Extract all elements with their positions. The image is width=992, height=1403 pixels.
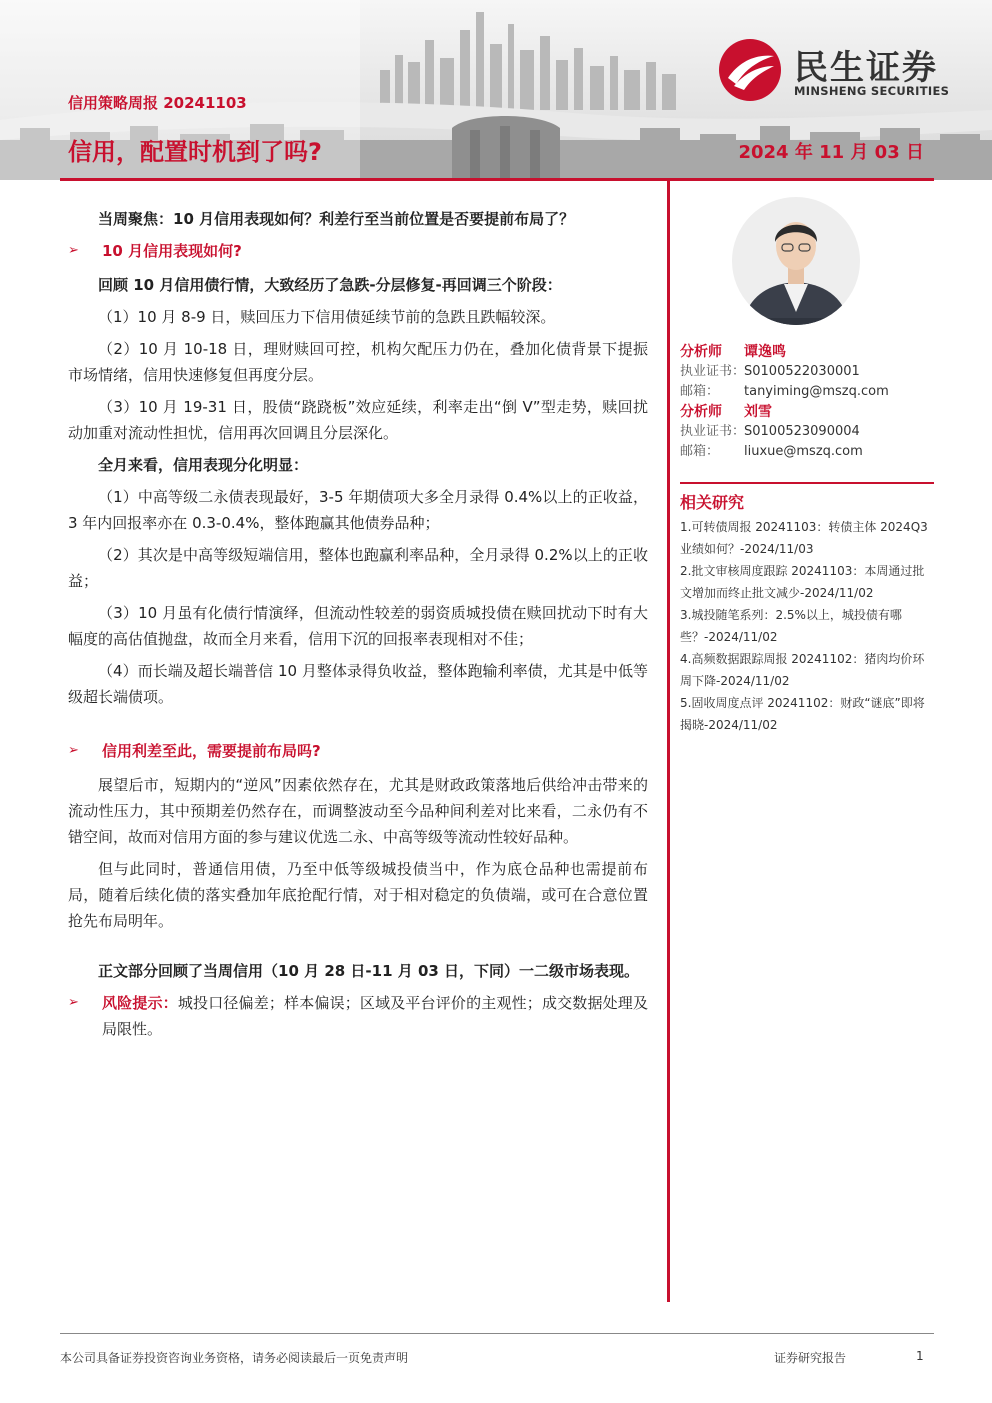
logo-chinese-name: 民生证券: [794, 48, 938, 88]
review-lead: 回顾 10 月信用债行情，大致经历了急跌-分层修复-再回调三个阶段：: [98, 276, 562, 294]
related-research-heading: 相关研究: [680, 482, 934, 513]
logo-english-name: MINSHENG SECURITIES: [794, 84, 950, 98]
risk-warning: [68, 990, 648, 1042]
related-research-item[interactable]: 2.批文审核周度跟踪 20241103：本周通过批文增加而终止批文减少-2024/11/02: [680, 564, 925, 600]
stage-paragraph: （1）10 月 8-9 日，赎回压力下信用债延续节前的急跌且跌幅较深。: [98, 308, 556, 326]
analyst-photo: [730, 186, 862, 336]
main-column: [68, 206, 648, 1042]
section-heading-2: [68, 738, 648, 764]
related-research-item[interactable]: 4.高频数据跟踪周报 20241102：猪肉均价环周下降-2024/11/02: [680, 652, 925, 688]
body-note: 正文部分回顾了当周信用（10 月 28 日-11 月 03 日，下同）一二级市场表现。: [98, 962, 640, 980]
email-label: 邮箱：: [680, 384, 720, 399]
analyst-block: [680, 402, 934, 462]
section-title: 10 月信用表现如何?: [102, 242, 242, 260]
analyst-name: 刘雪: [744, 404, 772, 420]
report-type-label: 信用策略周报 20241103: [68, 94, 247, 112]
performance-paragraph: （4）而长端及超长端普信 10 月整体录得负收益，整体跑输利率债，尤其是中低等级超长端债项。: [68, 662, 648, 706]
analyst-email[interactable]: liuxue@mszq.com: [744, 444, 863, 459]
footer-disclaimer: 本公司具备证券投资咨询业务资格，请务必阅读最后一页免责声明: [60, 1351, 409, 1365]
section-title: 信用利差至此，需要提前布局吗?: [102, 742, 321, 760]
stage-paragraph: （2）10 月 10-18 日，理财赎回可控，机构欠配压力仍在，叠加化债背景下提振市场情绪，信用快速修复但再度分层。: [68, 340, 648, 384]
footer-divider: [60, 1333, 934, 1334]
cert-label: 执业证书：: [680, 364, 746, 379]
related-research-list: [680, 516, 934, 736]
risk-label: 风险提示：: [102, 994, 178, 1012]
related-research-item[interactable]: 5.固收周度点评 20241102：财政“谜底”即将揭晓-2024/11/02: [680, 696, 925, 732]
cert-number: S0100522030001: [744, 364, 860, 379]
analyst-email[interactable]: tanyiming@mszq.com: [744, 384, 889, 399]
risk-text: 城投口径偏差；样本偏误；区域及平台评价的主观性；成交数据处理及局限性。: [102, 994, 648, 1038]
outlook-paragraph: 展望后市，短期内的“逆风”因素依然存在，尤其是财政政策落地后供给冲击带来的流动性压力，其中预期差仍然存在，而调整波动至今品种间利差对比来看，二永仍有不错空间，故而对信用方面的参与建议优选二永、中高等级等流动性较好品种。: [68, 776, 648, 846]
performance-paragraph: （1）中高等级二永债表现最好，3-5 年期债项大多全月录得 0.4%以上的正收益，3 年内回报率亦在 0.3-0.4%，整体跑赢其他债券品种；: [68, 488, 648, 532]
minsheng-logo-mark-icon: [718, 38, 782, 102]
performance-paragraph: （3）10 月虽有化债行情演绎，但流动性较差的弱资质城投债在赎回扰动下时有大幅度的高估值抛盘，故而全月来看，信用下沉的回报率表现相对不佳；: [68, 604, 648, 648]
header-divider: [60, 178, 934, 181]
related-research-item[interactable]: 3.城投随笔系列：2.5%以上，城投债有哪些？-2024/11/02: [680, 608, 902, 644]
analyst-name: 谭逸鸣: [744, 344, 786, 360]
related-research-item[interactable]: 1.可转债周报 20241103：转债主体 2024Q3 业绩如何？-2024/11/03: [680, 520, 928, 556]
month-lead: 全月来看，信用表现分化明显：: [98, 456, 309, 474]
page-number: 1: [916, 1349, 924, 1363]
analyst-role: 分析师: [680, 404, 722, 420]
performance-paragraph: （2）其次是中高等级短端信用，整体也跑赢利率品种，全月录得 0.2%以上的正收益；: [68, 546, 648, 590]
cert-label: 执业证书：: [680, 424, 746, 439]
analyst-role: 分析师: [680, 344, 722, 360]
report-title: 信用，配置时机到了吗?: [68, 138, 322, 166]
cert-number: S0100523090004: [744, 424, 860, 439]
column-divider: [667, 181, 670, 1302]
stage-paragraph: （3）10 月 19-31 日，股债“跷跷板”效应延续，利率走出“倒 V”型走势，赎回扰动加重对流动性担忧，信用再次回调且分层深化。: [68, 398, 648, 442]
email-label: 邮箱：: [680, 444, 720, 459]
report-date: 2024 年 11 月 03 日: [738, 142, 924, 163]
arrow-bullet-icon: ➢: [68, 243, 79, 258]
focus-summary: 当周聚焦：10 月信用表现如何？利差行至当前位置是否要提前布局了？: [98, 210, 575, 228]
section-heading-1: [68, 238, 648, 264]
header-banner: [0, 0, 992, 180]
footer-doc-type: 证券研究报告: [774, 1351, 847, 1365]
arrow-bullet-icon: ➢: [68, 995, 79, 1010]
outlook-paragraph: 但与此同时，普通信用债，乃至中低等级城投债当中，作为底仓品种也需提前布局，随着后续化债的落实叠加年底抢配行情，对于相对稳定的负债端，或可在合意位置抢先布局明年。: [68, 860, 648, 930]
analyst-block: [680, 342, 934, 402]
minsheng-logo: [718, 38, 968, 102]
arrow-bullet-icon: ➢: [68, 743, 79, 758]
